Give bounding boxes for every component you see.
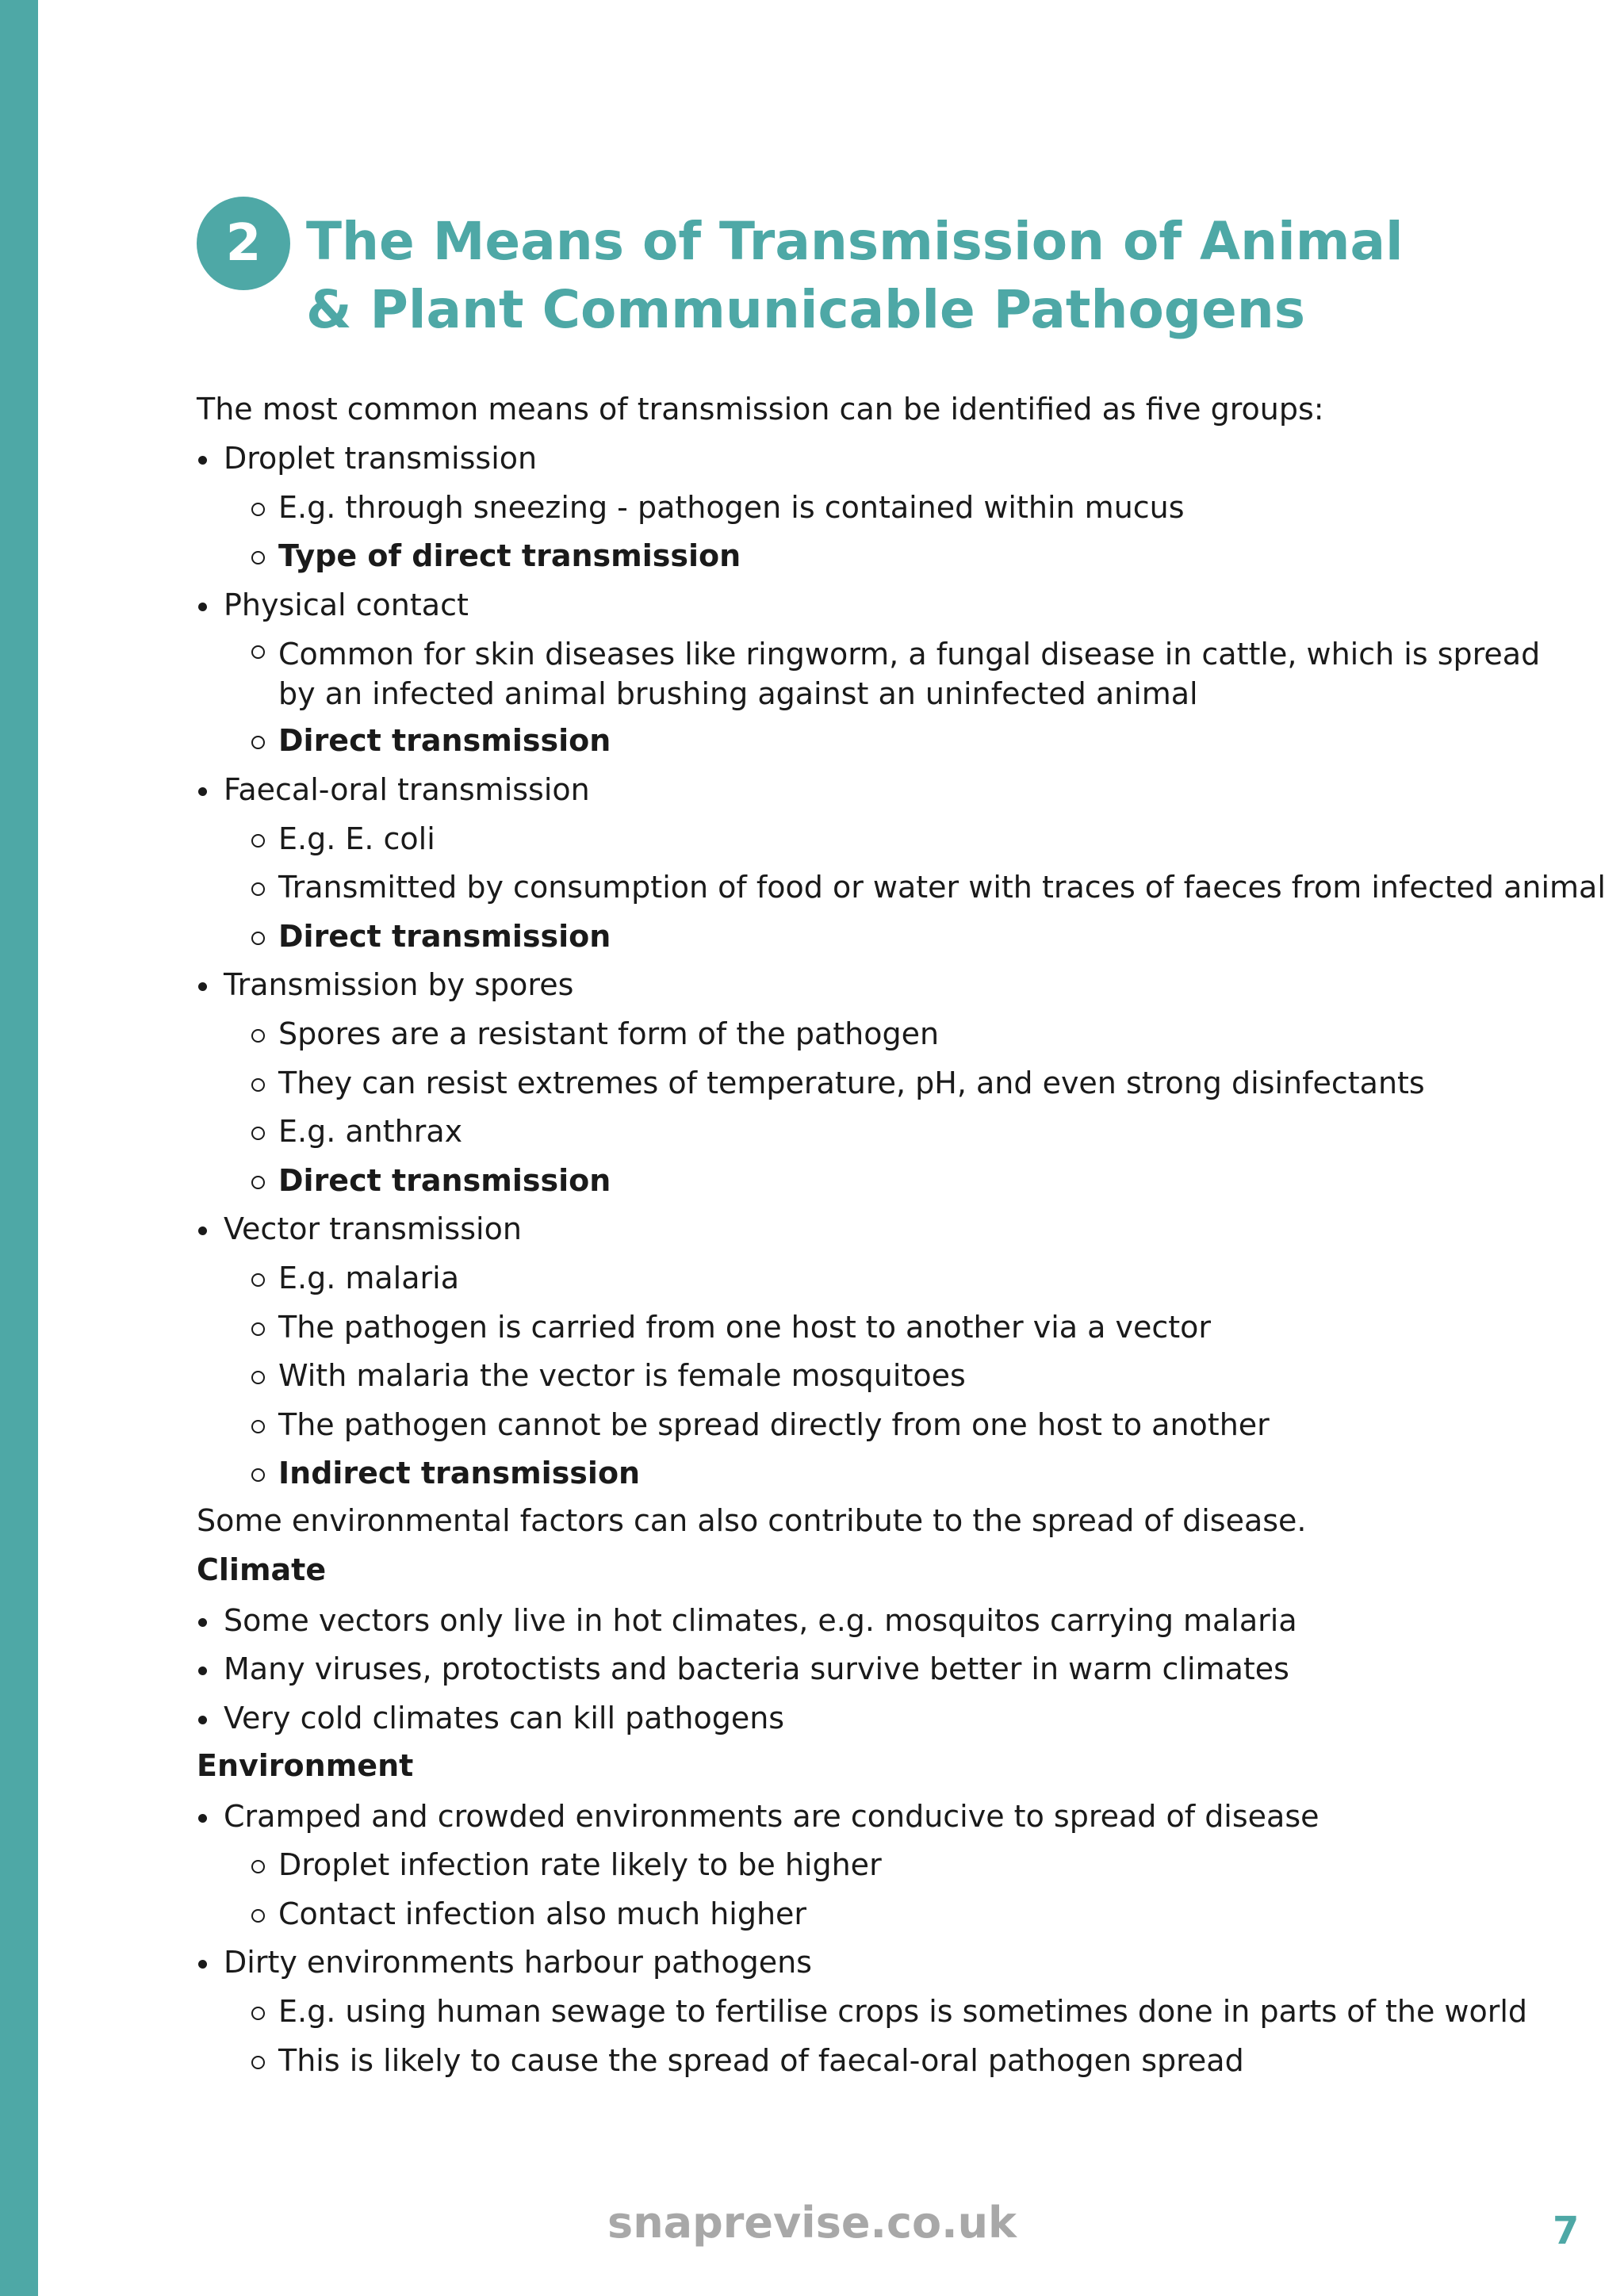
list-item: Dirty environments harbour pathogens <box>197 1938 1545 1988</box>
sub-list-item: Direct transmission <box>197 1157 1545 1206</box>
hollow-bullet-icon <box>251 932 265 945</box>
hollow-bullet-icon <box>251 645 265 659</box>
hollow-bullet-icon <box>251 1860 265 1873</box>
sub-list-item: Contact infection also much higher <box>197 1890 1545 1939</box>
hollow-bullet-icon <box>251 1468 265 1482</box>
environment-intro: Some environmental factors can also contribute to the spread of disease. <box>197 1502 1307 1538</box>
bullet-icon <box>198 787 207 796</box>
list-item: Vector transmission <box>197 1205 1545 1254</box>
page-title-line-2: & Plant Communicable Pathogens <box>306 279 1306 340</box>
list-item: Droplet transmission <box>197 434 1545 484</box>
sub-list-item: Indirect transmission <box>197 1449 1545 1498</box>
bullet-icon <box>198 456 207 465</box>
hollow-bullet-icon <box>251 882 265 896</box>
bullet-icon <box>198 1814 207 1823</box>
sub-list-item: Direct transmission <box>197 717 1545 766</box>
hollow-bullet-icon <box>251 2007 265 2020</box>
sub-list-item: The pathogen is carried from one host to another via a vector <box>197 1303 1545 1353</box>
sub-list-item: With malaria the vector is female mosquitoes <box>197 1352 1545 1401</box>
list-item: Very cold climates can kill pathogens <box>197 1694 1545 1743</box>
footer-site-url: snaprevise.co.uk <box>607 2198 1017 2248</box>
page-title-line-1: The Means of Transmission of Animal <box>306 211 1404 272</box>
hollow-bullet-icon <box>251 1078 265 1092</box>
bullet-icon <box>198 1716 207 1724</box>
page-number: 7 <box>1553 2209 1580 2253</box>
section-number-badge: 2 <box>197 197 290 290</box>
sub-list-item: They can resist extremes of temperature, pH, and even strong disinfectants <box>197 1059 1545 1108</box>
bullet-icon <box>198 1618 207 1627</box>
list-item: Faecal-oral transmission <box>197 766 1545 815</box>
hollow-bullet-icon <box>251 736 265 749</box>
sub-list-item: Direct transmission <box>197 913 1545 962</box>
hollow-bullet-icon <box>251 1176 265 1189</box>
sub-list-item: E.g. malaria <box>197 1254 1545 1303</box>
intro-text: The most common means of transmission can be identified as five groups: <box>197 392 1324 427</box>
bullet-icon <box>198 982 207 991</box>
sub-list-item: Type of direct transmission <box>197 532 1545 581</box>
hollow-bullet-icon <box>251 1420 265 1433</box>
bullet-icon <box>198 1667 207 1675</box>
bullet-icon <box>198 1960 207 1969</box>
hollow-bullet-icon <box>251 2056 265 2069</box>
list-item: Some vectors only live in hot climates, e.g. mosquitos carrying malaria <box>197 1597 1545 1646</box>
sub-list-item: E.g. E. coli <box>197 815 1545 864</box>
hollow-bullet-icon <box>251 1909 265 1923</box>
sub-list-item: Common for skin diseases like ringworm, a fungal disease in cattle, which is spread by an infected animal brushing against an uninfected animal <box>197 629 1545 717</box>
hollow-bullet-icon <box>251 1273 265 1287</box>
sub-list-item: E.g. using human sewage to fertilise crops is sometimes done in parts of the world <box>197 1988 1545 2037</box>
sub-list-item: The pathogen cannot be spread directly from one host to another <box>197 1401 1545 1450</box>
sub-list-item: E.g. through sneezing - pathogen is contained within mucus <box>197 484 1545 533</box>
hollow-bullet-icon <box>251 834 265 848</box>
sub-list-item: This is likely to cause the spread of faecal-oral pathogen spread <box>197 2037 1545 2086</box>
hollow-bullet-icon <box>251 1127 265 1140</box>
hollow-bullet-icon <box>251 1322 265 1336</box>
page-title <box>306 208 1496 344</box>
sub-list-item: Transmitted by consumption of food or water with traces of faeces from infected animal <box>197 863 1545 913</box>
climate-heading: Climate <box>197 1552 327 1587</box>
list-item: Transmission by spores <box>197 961 1545 1010</box>
list-item: Physical contact <box>197 581 1545 630</box>
page-content <box>197 387 1606 2085</box>
bullet-icon <box>198 603 207 611</box>
sub-list-item: E.g. anthrax <box>197 1108 1545 1157</box>
sub-list-item: Spores are a resistant form of the pathogen <box>197 1010 1545 1059</box>
environment-heading: Environment <box>197 1747 414 1783</box>
sub-list-item: Droplet infection rate likely to be higher <box>197 1841 1545 1890</box>
hollow-bullet-icon <box>251 551 265 564</box>
hollow-bullet-icon <box>251 1029 265 1043</box>
side-accent-bar <box>0 0 38 2296</box>
hollow-bullet-icon <box>251 1371 265 1384</box>
bullet-icon <box>198 1226 207 1235</box>
list-item: Many viruses, protoctists and bacteria survive better in warm climates <box>197 1645 1545 1694</box>
hollow-bullet-icon <box>251 503 265 516</box>
list-item: Cramped and crowded environments are conducive to spread of disease <box>197 1793 1545 1842</box>
